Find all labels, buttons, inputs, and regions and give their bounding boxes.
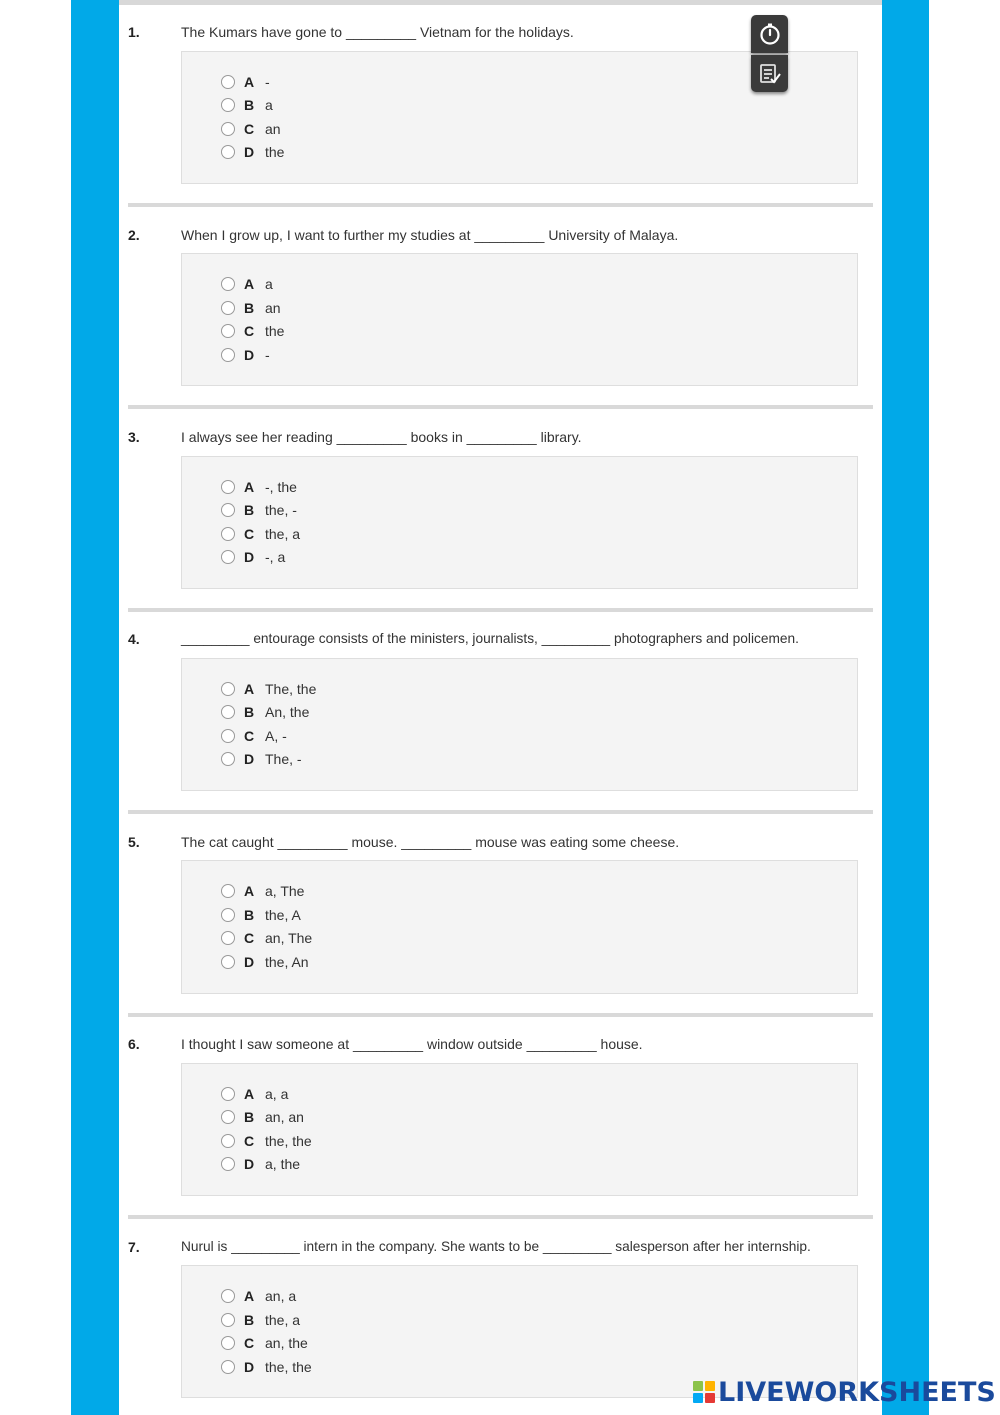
logo-text: LIVEWORKSHEETS bbox=[718, 1376, 996, 1408]
option-letter: B bbox=[244, 704, 255, 720]
option-text: the bbox=[265, 144, 285, 160]
option-c[interactable] bbox=[221, 322, 284, 340]
option-a[interactable] bbox=[221, 1085, 288, 1103]
question-number: 5. bbox=[128, 834, 140, 850]
question-text: I thought I saw someone at _________ window outside _________ house. bbox=[181, 1036, 643, 1052]
option-a[interactable] bbox=[221, 73, 270, 91]
option-text: a, the bbox=[265, 1156, 301, 1172]
question-number: 7. bbox=[128, 1239, 140, 1255]
option-letter: D bbox=[244, 1156, 255, 1172]
option-letter: B bbox=[244, 907, 255, 923]
radio-button[interactable] bbox=[221, 98, 235, 112]
answer-box bbox=[181, 860, 858, 994]
answer-box bbox=[181, 253, 858, 386]
option-letter: B bbox=[244, 97, 255, 113]
option-text: - bbox=[265, 347, 270, 363]
radio-button[interactable] bbox=[221, 1336, 235, 1350]
question-number: 2. bbox=[128, 227, 140, 243]
question-text: The Kumars have gone to _________ Vietnam for the holidays. bbox=[181, 24, 574, 40]
question-text: The cat caught _________ mouse. _________ mouse was eating some cheese. bbox=[181, 834, 680, 850]
answer-box bbox=[181, 658, 858, 791]
option-text: the, the bbox=[265, 1359, 312, 1375]
option-text: -, the bbox=[265, 479, 297, 495]
radio-button[interactable] bbox=[221, 301, 235, 315]
option-letter: D bbox=[244, 549, 255, 565]
option-text: a bbox=[265, 97, 273, 113]
option-text: The, the bbox=[265, 681, 317, 697]
option-text: an, the bbox=[265, 1335, 308, 1351]
option-a[interactable] bbox=[221, 1287, 296, 1305]
question-number: 6. bbox=[128, 1036, 140, 1052]
option-letter: C bbox=[244, 1335, 255, 1351]
option-letter: B bbox=[244, 1312, 255, 1328]
radio-button[interactable] bbox=[221, 752, 235, 766]
question-divider bbox=[128, 1215, 873, 1219]
radio-button[interactable] bbox=[221, 145, 235, 159]
question-divider bbox=[128, 405, 873, 409]
option-text: A, - bbox=[265, 728, 287, 744]
option-d[interactable] bbox=[221, 1358, 312, 1376]
logo-square bbox=[693, 1381, 703, 1391]
radio-button[interactable] bbox=[221, 348, 235, 362]
option-letter: D bbox=[244, 751, 255, 767]
option-text: the, a bbox=[265, 1312, 301, 1328]
radio-button[interactable] bbox=[221, 1289, 235, 1303]
answer-box bbox=[181, 456, 858, 589]
option-letter: C bbox=[244, 728, 255, 744]
radio-button[interactable] bbox=[221, 1157, 235, 1171]
radio-button[interactable] bbox=[221, 1087, 235, 1101]
option-d[interactable] bbox=[221, 548, 285, 566]
option-letter: C bbox=[244, 526, 255, 542]
option-d[interactable] bbox=[221, 750, 302, 768]
radio-button[interactable] bbox=[221, 527, 235, 541]
option-letter: D bbox=[244, 954, 255, 970]
option-text: The, - bbox=[265, 751, 302, 767]
logo-square bbox=[705, 1381, 715, 1391]
radio-button[interactable] bbox=[221, 729, 235, 743]
option-letter: D bbox=[244, 144, 255, 160]
radio-button[interactable] bbox=[221, 277, 235, 291]
option-letter: B bbox=[244, 300, 255, 316]
question-number: 4. bbox=[128, 631, 140, 647]
liveworksheets-logo bbox=[693, 1374, 996, 1410]
option-c[interactable] bbox=[221, 727, 287, 745]
right-blue-border bbox=[882, 0, 929, 1415]
option-b[interactable] bbox=[221, 96, 273, 114]
option-letter: A bbox=[244, 1288, 255, 1304]
logo-square bbox=[693, 1393, 703, 1403]
option-d[interactable] bbox=[221, 346, 270, 364]
option-letter: A bbox=[244, 681, 255, 697]
option-text: an bbox=[265, 300, 281, 316]
radio-button[interactable] bbox=[221, 1360, 235, 1374]
option-b[interactable] bbox=[221, 501, 297, 519]
question-divider bbox=[128, 1013, 873, 1017]
option-text: the, - bbox=[265, 502, 297, 518]
option-text: an bbox=[265, 121, 281, 137]
option-b[interactable] bbox=[221, 299, 281, 317]
option-letter: B bbox=[244, 1109, 255, 1125]
question-text: When I grow up, I want to further my studies at _________ University of Malaya. bbox=[181, 227, 679, 243]
question-number: 3. bbox=[128, 429, 140, 445]
option-letter: D bbox=[244, 1359, 255, 1375]
option-c[interactable] bbox=[221, 120, 281, 138]
radio-button[interactable] bbox=[221, 682, 235, 696]
option-text: -, a bbox=[265, 549, 286, 565]
option-a[interactable] bbox=[221, 478, 297, 496]
option-text: the, A bbox=[265, 907, 301, 923]
question-text: Nurul is _________ intern in the company. She wants to be _________ salesperson after her internship. bbox=[181, 1239, 811, 1254]
option-b[interactable] bbox=[221, 1108, 304, 1126]
option-b[interactable] bbox=[221, 703, 309, 721]
logo-mark bbox=[693, 1381, 715, 1403]
option-letter: A bbox=[244, 479, 255, 495]
option-text: the, a bbox=[265, 526, 301, 542]
checklist-icon bbox=[758, 62, 782, 86]
option-letter: C bbox=[244, 1133, 255, 1149]
option-text: the, An bbox=[265, 954, 309, 970]
option-letter: A bbox=[244, 74, 255, 90]
option-letter: A bbox=[244, 1086, 255, 1102]
option-text: a, The bbox=[265, 883, 305, 899]
radio-button[interactable] bbox=[221, 1134, 235, 1148]
logo-square bbox=[705, 1393, 715, 1403]
option-letter: C bbox=[244, 323, 255, 339]
radio-button[interactable] bbox=[221, 705, 235, 719]
option-text: the, the bbox=[265, 1133, 312, 1149]
option-letter: A bbox=[244, 883, 255, 899]
option-a[interactable] bbox=[221, 882, 304, 900]
option-text: an, a bbox=[265, 1288, 297, 1304]
radio-button[interactable] bbox=[221, 1110, 235, 1124]
question-divider bbox=[128, 608, 873, 612]
option-text: an, The bbox=[265, 930, 313, 946]
option-d[interactable] bbox=[221, 143, 284, 161]
option-text: an, an bbox=[265, 1109, 304, 1125]
timer-button[interactable] bbox=[751, 15, 788, 53]
option-text: a bbox=[265, 276, 273, 292]
radio-button[interactable] bbox=[221, 908, 235, 922]
radio-button[interactable] bbox=[221, 955, 235, 969]
option-text: a, a bbox=[265, 1086, 289, 1102]
option-d[interactable] bbox=[221, 1155, 300, 1173]
option-b[interactable] bbox=[221, 1311, 300, 1329]
radio-button[interactable] bbox=[221, 931, 235, 945]
option-a[interactable] bbox=[221, 275, 273, 293]
option-text: An, the bbox=[265, 704, 310, 720]
question-text: _________ entourage consists of the ministers, journalists, _________ photographers and policemen. bbox=[181, 631, 799, 646]
radio-button[interactable] bbox=[221, 550, 235, 564]
option-d[interactable] bbox=[221, 953, 309, 971]
radio-button[interactable] bbox=[221, 884, 235, 898]
question-text: I always see her reading _________ books in _________ library. bbox=[181, 429, 582, 445]
radio-button[interactable] bbox=[221, 122, 235, 136]
left-blue-border bbox=[71, 0, 119, 1415]
radio-button[interactable] bbox=[221, 75, 235, 89]
question-divider bbox=[128, 810, 873, 814]
option-c[interactable] bbox=[221, 1132, 312, 1150]
option-letter: A bbox=[244, 276, 255, 292]
answer-box bbox=[181, 1063, 858, 1196]
radio-button[interactable] bbox=[221, 503, 235, 517]
option-letter: C bbox=[244, 930, 255, 946]
option-text: - bbox=[265, 74, 270, 90]
radio-button[interactable] bbox=[221, 480, 235, 494]
option-c[interactable] bbox=[221, 525, 300, 543]
option-letter: B bbox=[244, 502, 255, 518]
option-c[interactable] bbox=[221, 1334, 308, 1352]
option-a[interactable] bbox=[221, 680, 316, 698]
checklist-button[interactable] bbox=[751, 55, 788, 92]
option-c[interactable] bbox=[221, 929, 312, 947]
option-b[interactable] bbox=[221, 906, 301, 924]
option-letter: C bbox=[244, 121, 255, 137]
option-letter: D bbox=[244, 347, 255, 363]
question-number: 1. bbox=[128, 24, 140, 40]
radio-button[interactable] bbox=[221, 1313, 235, 1327]
radio-button[interactable] bbox=[221, 324, 235, 338]
option-text: the bbox=[265, 323, 285, 339]
question-divider bbox=[128, 203, 873, 207]
stopwatch-icon bbox=[758, 22, 782, 46]
